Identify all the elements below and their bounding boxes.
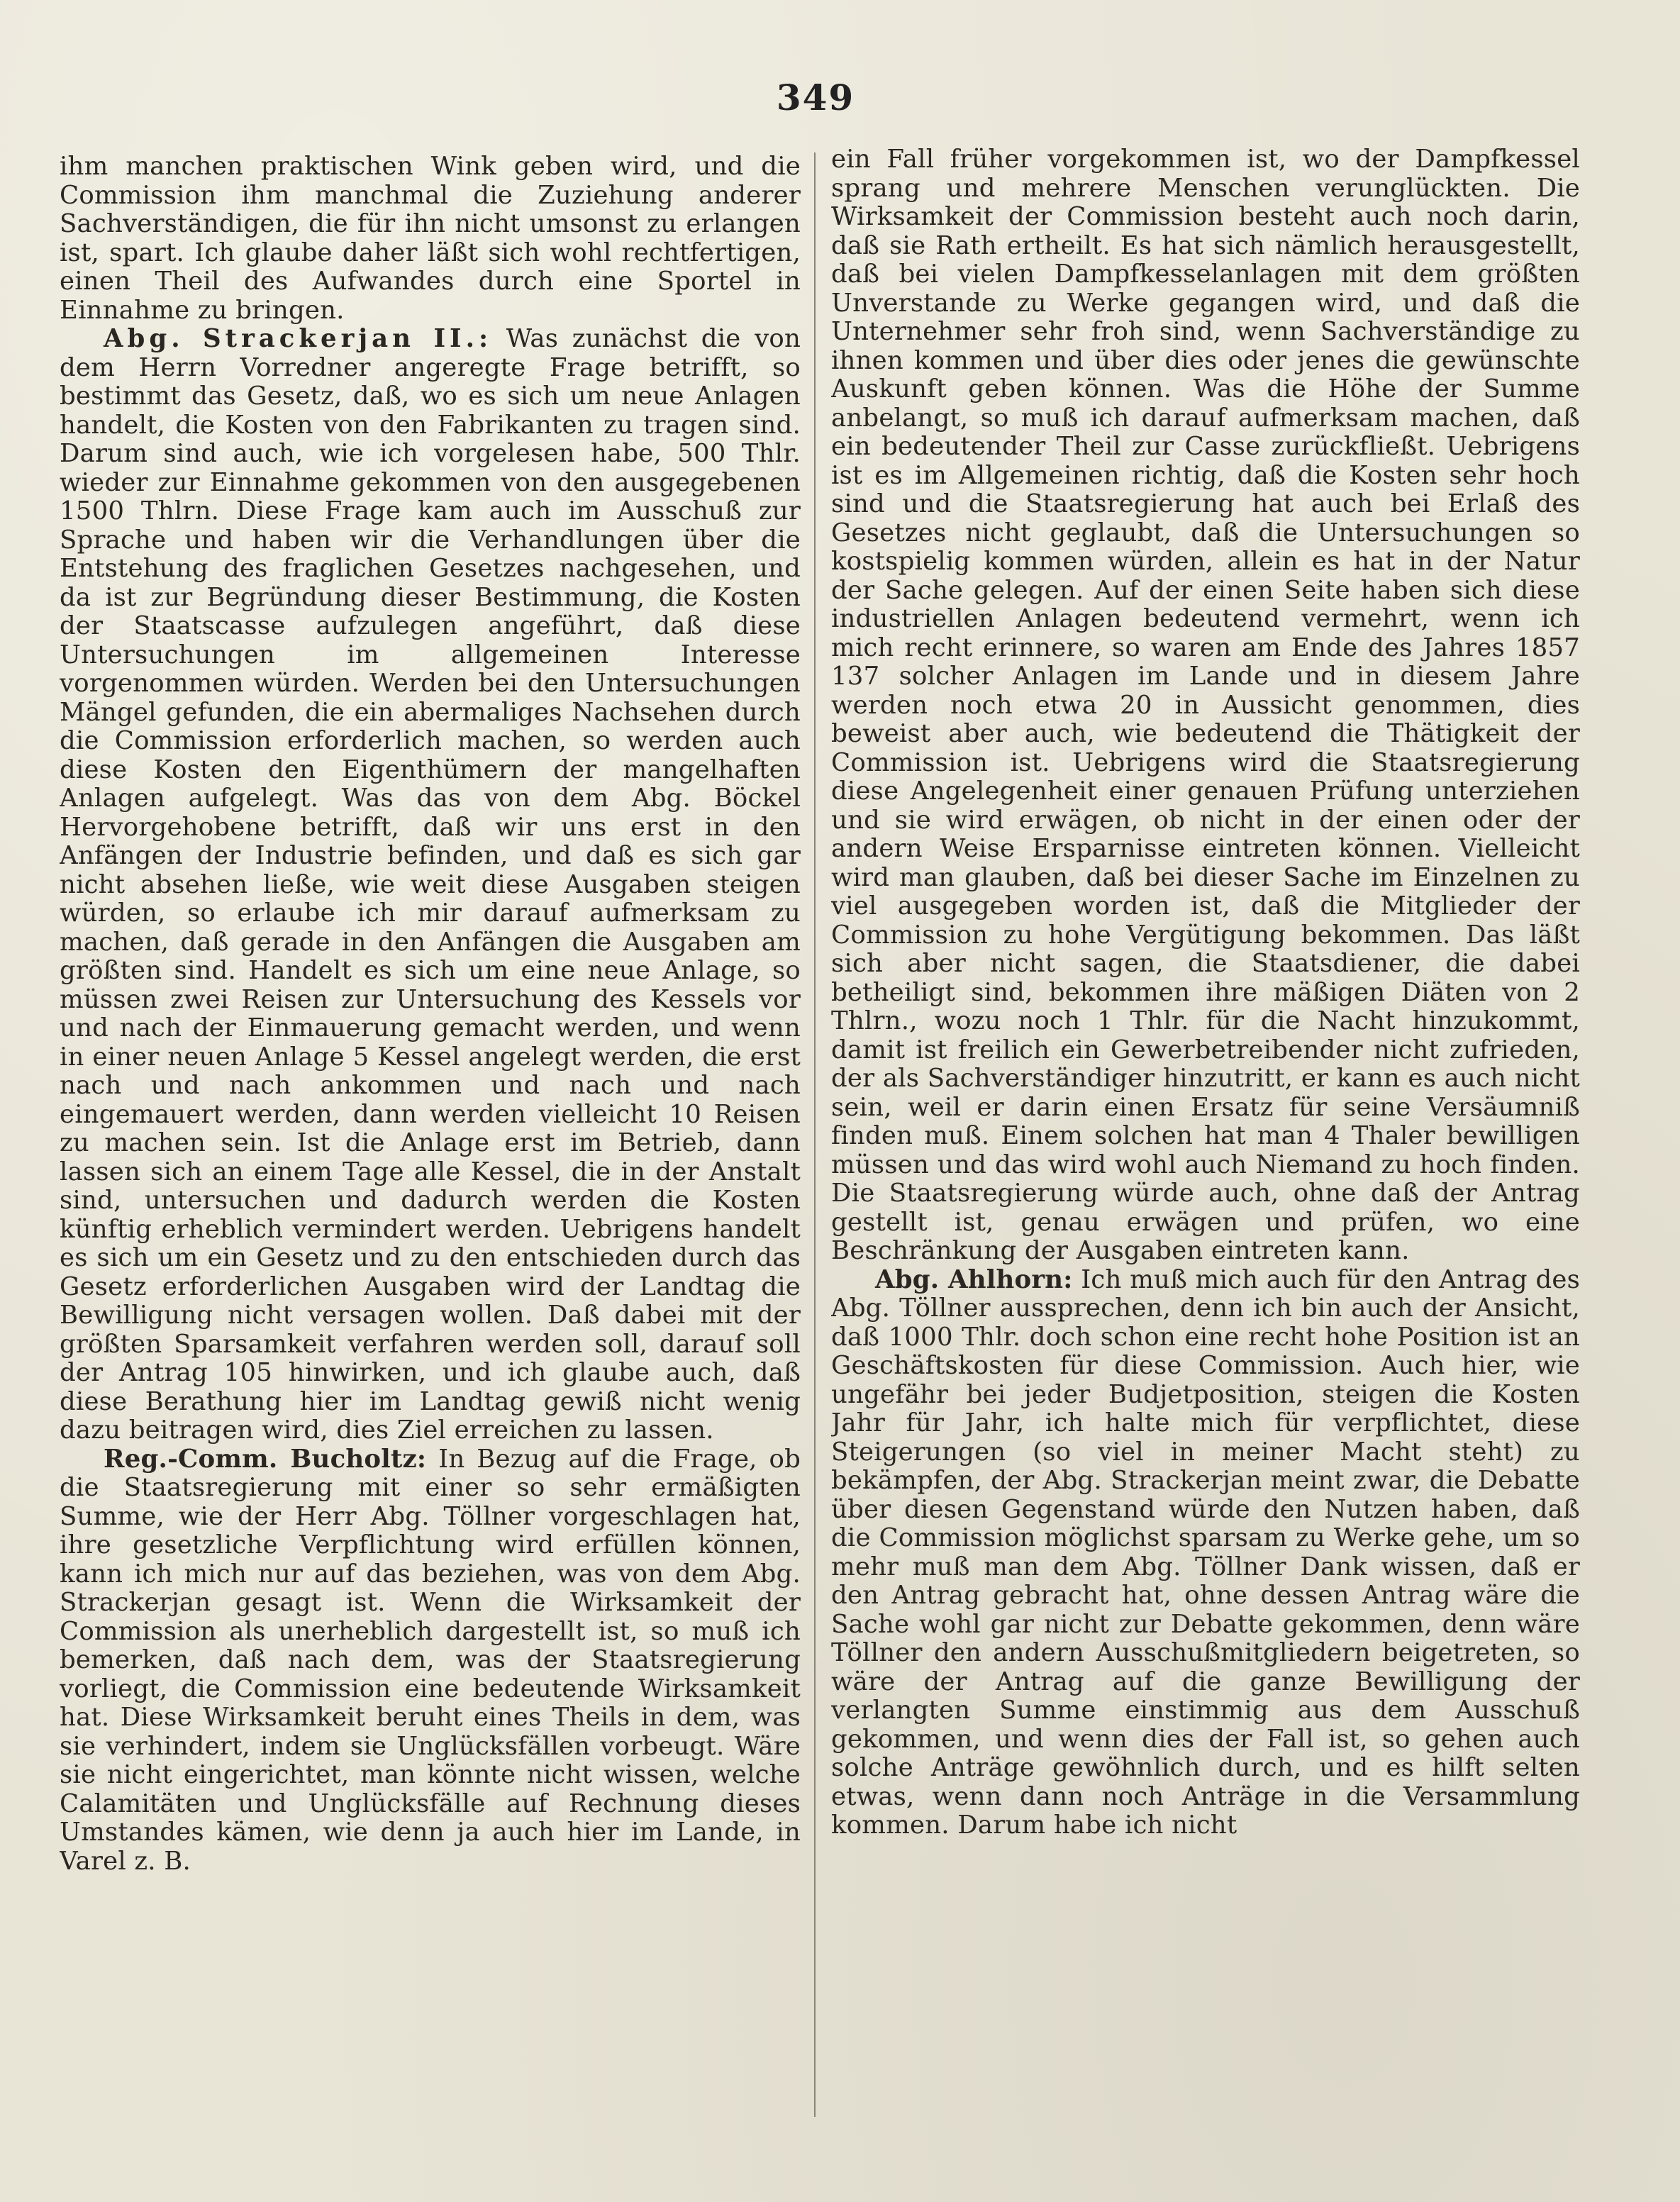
paragraph-text: ihm manchen praktischen Wink geben wird, und die Commission ihm manchmal die Zuziehung anderer Sachverständigen, die für ihn nicht umsonst zu erlangen ist, spart. Ich glaube daher läßt sich wohl rechtfertigen, einen Theil des Aufwandes durch eine Sportel in Einnahme zu bringen.	[60, 152, 801, 325]
right-column	[831, 145, 1580, 2131]
speaker-name: Abg. Ahlhorn:	[875, 1264, 1073, 1294]
paragraph-text: Was zunächst die von dem Herrn Vorredner angeregte Frage betrifft, so bestimmt das Gesetz, daß, wo es sich um neue Anlagen handelt, die Kosten von den Fabrikanten zu tragen sind. Darum sind auch, wie ich vorgelesen habe, 500 Thlr. wieder zur Einnahme gekommen von den ausgegebenen 1500 Thlrn. Diese Frage kam auch im Ausschuß zur Sprache und haben wir die Verhandlungen über die Entstehung des fraglichen Gesetzes nachgesehen, und da ist zur Begründung dieser Bestimmung, die Kosten der Staatscasse aufzulegen angeführt, daß diese Untersuchungen im allgemeinen Interesse vorgenommen würden. Werden bei den Untersuchungen Mängel gefunden, die ein abermaliges Nachsehen durch die Commission erforderlich machen, so werden auch diese Kosten den Eigenthümern der mangelhaften Anlagen aufgelegt. Was das von dem Abg. Böckel Hervorgehobene betrifft, daß wir uns erst in den Anfängen der Industrie befinden, und daß es sich gar nicht absehen ließe, wie weit diese Ausgaben steigen würden, so erlaube ich mir darauf aufmerksam zu machen, daß gerade in den Anfängen die Ausgaben am größten sind. Handelt es sich um eine neue Anlage, so müssen zwei Reisen zur Untersuchung des Kessels vor und nach der Einmauerung gemacht werden, und wenn in einer neuen Anlage 5 Kessel angelegt werden, die erst nach und nach ankommen und nach und nach eingemauert werden, dann werden vielleicht 10 Reisen zu machen sein. Ist die Anlage erst im Betrieb, dann lassen sich an einem Tage alle Kessel, die in der Anstalt sind, untersuchen und dadurch werden die Kosten künftig erheblich vermindert werden. Uebrigens handelt es sich um ein Gesetz und zu den entschieden durch das Gesetz erforderlichen Ausgaben wird der Landtag die Bewilligung nicht versagen wollen. Daß dabei mit der größten Sparsamkeit verfahren werden soll, darauf soll der Antrag 105 hinwirken, und ich glaube auch, daß diese Berathung hier im Landtag gewiß nicht wenig dazu beitragen wird, dies Ziel erreichen zu lassen.	[60, 324, 801, 1445]
speaker-name: Reg.-Comm. Bucholtz:	[104, 1444, 427, 1474]
paragraph	[831, 1266, 1580, 1840]
paragraph-text: Ich muß mich auch für den Antrag des Abg. Töllner aussprechen, denn ich bin auch der Ansicht, daß 1000 Thlr. doch schon eine recht hohe Position ist an Geschäftskosten für diese Commission. Auch hier, wie ungefähr bei jeder Budjetposition, steigen die Kosten Jahr für Jahr, ich halte mich für verpflichtet, diese Steigerungen (so viel in meiner Macht steht) zu bekämpfen, der Abg. Strackerjan meint zwar, die Debatte über diesen Gegenstand würde den Nutzen haben, daß die Commission möglichst sparsam zu Werke gehe, um so mehr muß man dem Abg. Töllner Dank wissen, daß er den Antrag gebracht hat, ohne dessen Antrag wäre die Sache wohl gar nicht zur Debatte gekommen, denn wäre Töllner den andern Ausschußmitgliedern beigetreten, so wäre der Antrag auf die ganze Bewilligung der verlangten Summe einstimmig aus dem Ausschuß gekommen, und wenn dies der Fall ist, so gehen auch solche Anträge gewöhnlich durch, und es hilft selten etwas, wenn dann noch Anträge in die Versammlung kommen. Darum habe ich nicht	[831, 1264, 1580, 1840]
column-divider	[814, 152, 816, 2117]
paragraph	[60, 1445, 801, 1876]
paragraph	[60, 152, 801, 325]
paragraph	[60, 325, 801, 1445]
left-column	[60, 152, 801, 2138]
paragraph-text: ein Fall früher vorgekommen ist, wo der Dampfkessel sprang und mehrere Menschen verunglückten. Die Wirksamkeit der Commission besteht auch noch darin, daß sie Rath ertheilt. Es hat sich nämlich herausgestellt, daß bei vielen Dampfkesselanlagen mit dem größten Unverstande zu Werke gegangen wird, und daß die Unternehmer sehr froh sind, wenn Sachverständige zu ihnen kommen und über dies oder jenes die gewünschte Auskunft geben können. Was die Höhe der Summe anbelangt, so muß ich darauf aufmerksam machen, daß ein bedeutender Theil zur Casse zurückfließt. Uebrigens ist es im Allgemeinen richtig, daß die Kosten sehr hoch sind und die Staatsregierung hat auch bei Erlaß des Gesetzes nicht geglaubt, daß die Untersuchungen so kostspielig kommen würden, allein es hat in der Natur der Sache gelegen. Auf der einen Seite haben sich diese industriellen Anlagen bedeutend vermehrt, wenn ich mich recht erinnere, so waren am Ende des Jahres 1857 137 solcher Anlagen im Lande und in diesem Jahre werden noch etwa 20 in Aussicht genommen, dies beweist aber auch, wie bedeutend die Thätigkeit der Commission ist. Uebrigens wird die Staatsregierung diese Angelegenheit einer genauen Prüfung unterziehen und sie wird erwägen, ob nicht in der einen oder der andern Weise Ersparnisse eintreten können. Vielleicht wird man glauben, daß bei dieser Sache im Einzelnen zu viel ausgegeben worden ist, daß die Mitglieder der Commission zu hohe Vergütigung bekommen. Das läßt sich aber nicht sagen, die Staatsdiener, die dabei betheiligt sind, bekommen ihre mäßigen Diäten von 2 Thlrn., wozu noch 1 Thlr. für die Nacht hinzukommt, damit ist freilich ein Gewerbetreibender nicht zufrieden, der als Sachverständiger hinzutritt, er kann es auch nicht sein, weil er darin einen Ersatz für seine Versäumniß finden muß. Einem solchen hat man 4 Thaler bewilligen müssen und das wird wohl auch Niemand zu hoch finden. Die Staatsregierung würde auch, ohne daß der Antrag gestellt ist, genau erwägen und prüfen, wo eine Beschränkung der Ausgaben eintreten kann.	[831, 145, 1580, 1265]
paragraph-text: In Bezug auf die Frage, ob die Staatsregierung mit einer so sehr ermäßigten Summe, wie der Herr Abg. Töllner vorgeschlagen hat, ihre gesetzliche Verpflichtung wird erfüllen können, kann ich mich nur auf das beziehen, was von dem Abg. Strackerjan gesagt ist. Wenn die Wirksamkeit der Commission als unerheblich dargestellt ist, so muß ich bemerken, daß nach dem, was der Staatsregierung vorliegt, die Commission eine bedeutende Wirksamkeit hat. Diese Wirksamkeit beruht eines Theils in dem, was sie verhindert, indem sie Unglücksfällen vorbeugt. Wäre sie nicht eingerichtet, man könnte nicht wissen, welche Calamitäten und Unglücksfälle auf Rechnung dieses Umstandes kämen, wie denn ja auch hier im Lande, in Varel z. B.	[60, 1444, 801, 1876]
page-number: 349	[776, 77, 855, 118]
speaker-name: Abg. Strackerjan II.:	[104, 324, 493, 353]
paragraph	[831, 145, 1580, 1266]
